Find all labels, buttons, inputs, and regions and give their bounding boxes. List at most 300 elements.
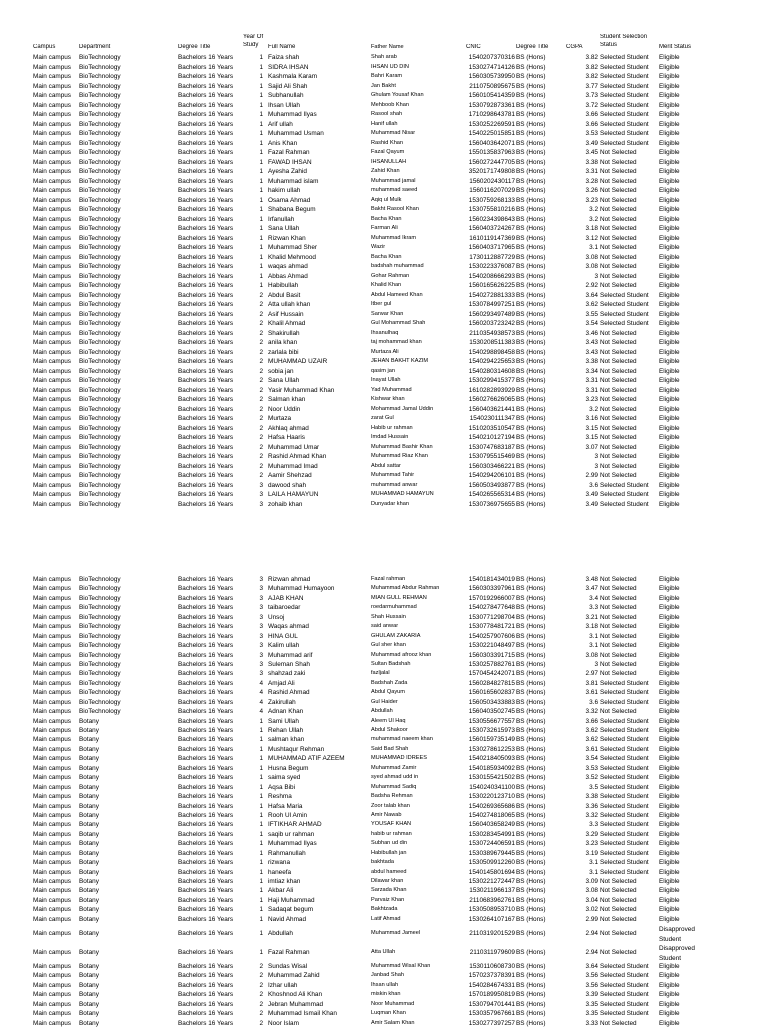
- cnic-cell: 1530264107167: [468, 915, 515, 923]
- campus-cell: Main campus: [33, 320, 72, 327]
- department-cell: Botany: [79, 849, 99, 857]
- full-name-cell: saima syed: [268, 774, 301, 782]
- selection-status-cell: Not Selected: [600, 187, 637, 194]
- table-row: [0, 736, 768, 745]
- full-name-cell: Rahmanullah: [268, 849, 306, 857]
- full-name-cell: Rashid Ahmad: [268, 689, 310, 697]
- degree-cell: BS (Hons): [516, 929, 546, 937]
- campus-cell: Main campus: [33, 576, 72, 583]
- year-of-study-cell: 1: [259, 253, 263, 261]
- cgpa-cell: 3.61: [585, 745, 598, 753]
- campus-cell: Main campus: [33, 481, 72, 489]
- table-row: [0, 111, 768, 121]
- cnic-cell: 1560303397961: [468, 585, 515, 593]
- cnic-cell: 1530208511383: [469, 339, 515, 346]
- header-merit-status: Merit Status: [659, 44, 692, 50]
- degree-cell: BS (Hons): [516, 670, 546, 678]
- degree-title-cell: Bachelors 16 Years: [178, 755, 234, 763]
- table-row: [0, 64, 768, 74]
- year-of-study-cell: 3: [259, 585, 263, 593]
- merit-status-cell: Eligible: [659, 736, 680, 744]
- full-name-cell: Kalim ullah: [268, 642, 300, 650]
- campus-cell: Main campus: [33, 196, 72, 204]
- department-cell: BioTechnology: [79, 396, 121, 403]
- degree-cell: BS (Hons): [516, 234, 546, 242]
- father-name-cell: IHSAN UD DIN: [371, 63, 409, 70]
- cnic-cell: 1540272881333: [468, 291, 515, 299]
- full-name-cell: Jebran Muhammad: [268, 1000, 324, 1008]
- department-cell: BioTechnology: [79, 253, 121, 261]
- cnic-cell: 1570454242071: [468, 670, 515, 678]
- year-of-study-cell: 2: [259, 962, 263, 970]
- year-of-study-cell: 2: [259, 972, 263, 980]
- merit-status-cell: Eligible: [659, 158, 680, 166]
- cnic-cell: 1560403502745: [468, 708, 515, 716]
- merit-status-cell: Eligible: [659, 962, 680, 970]
- cnic-cell: 1530389679445: [468, 849, 515, 857]
- degree-cell: BS (Hons): [516, 310, 546, 318]
- degree-title-cell: Bachelors 16 Years: [178, 462, 234, 470]
- cnic-cell: 1540230111347: [469, 415, 515, 422]
- selection-status-cell: Not Selected: [600, 405, 637, 413]
- degree-title-cell: Bachelors 16 Years: [178, 717, 234, 725]
- father-name-cell: Fazal rahman: [371, 576, 406, 582]
- degree-title-cell: Bachelors 16 Years: [178, 783, 234, 791]
- father-name-cell: YOUSAF KHAN: [371, 821, 412, 828]
- degree-title-cell: Bachelors 16 Years: [178, 651, 234, 659]
- cnic-cell: 1540280314608: [468, 367, 515, 375]
- father-name-cell: Muhammad Tahir: [371, 472, 415, 478]
- full-name-cell: Noor Uddin: [268, 405, 301, 413]
- degree-title-cell: Bachelors 16 Years: [178, 329, 234, 337]
- cgpa-cell: 3.47: [585, 585, 598, 593]
- degree-cell: BS (Hons): [516, 783, 546, 791]
- degree-cell: BS (Hons): [516, 811, 546, 819]
- cgpa-cell: 3.31: [585, 377, 598, 384]
- degree-title-cell: Bachelors 16 Years: [178, 962, 234, 970]
- selection-status-cell: Not Selected: [600, 915, 637, 923]
- selection-status-cell: Not Selected: [600, 948, 637, 956]
- campus-cell: Main campus: [33, 727, 72, 734]
- merit-status-cell: Eligible: [659, 177, 680, 185]
- father-name-cell: Shah arab: [371, 54, 397, 60]
- table-row: [0, 225, 768, 235]
- cnic-cell: 1530252269591: [468, 120, 515, 128]
- year-of-study-cell: 1: [259, 149, 263, 156]
- degree-title-cell: Bachelors 16 Years: [178, 972, 234, 980]
- selection-status-cell: Selected Student: [600, 101, 649, 109]
- selection-status-cell: Not Selected: [600, 434, 637, 441]
- campus-cell: Main campus: [33, 500, 72, 508]
- degree-title-cell: Bachelors 16 Years: [178, 472, 234, 479]
- degree-cell: BS (Hons): [516, 329, 546, 337]
- table-row: [0, 358, 768, 368]
- father-name-cell: MIAN GULL REHMAN: [371, 594, 427, 601]
- degree-title-cell: Bachelors 16 Years: [178, 1019, 234, 1027]
- selection-status-cell: Not Selected: [600, 168, 637, 175]
- table-row: [0, 708, 768, 717]
- cgpa-cell: 3.18: [585, 623, 598, 631]
- degree-title-cell: Bachelors 16 Years: [178, 689, 234, 697]
- year-of-study-cell: 1: [259, 774, 263, 782]
- full-name-cell: Khalid Mehmood: [268, 253, 316, 261]
- campus-cell: Main campus: [33, 272, 72, 280]
- table-row: [0, 925, 768, 944]
- full-name-cell: rizwana: [268, 859, 291, 867]
- full-name-cell: Irfanullah: [268, 215, 295, 223]
- header-father-name: Father Name: [371, 44, 404, 50]
- degree-title-cell: Bachelors 16 Years: [178, 301, 234, 308]
- full-name-cell: Muhammad Ilyas: [268, 840, 317, 848]
- year-of-study-cell: 1: [259, 111, 263, 118]
- full-name-cell: Rashid Ahmad Khan: [268, 453, 327, 460]
- selection-status-cell: Not Selected: [600, 453, 637, 460]
- full-name-cell: Kashmala Karam: [268, 73, 318, 80]
- degree-cell: BS (Hons): [516, 291, 546, 299]
- degree-cell: BS (Hons): [516, 282, 546, 289]
- cnic-cell: 1570189950819: [468, 991, 515, 999]
- degree-cell: BS (Hons): [516, 981, 546, 989]
- table-row: [0, 831, 768, 840]
- year-of-study-cell: 2: [259, 443, 263, 451]
- merit-status-cell: Eligible: [659, 424, 680, 432]
- selection-status-cell: Not Selected: [600, 443, 637, 451]
- campus-cell: Main campus: [33, 859, 72, 867]
- campus-cell: Main campus: [33, 745, 72, 753]
- full-name-cell: Izhar ullah: [268, 981, 298, 989]
- department-cell: Botany: [79, 717, 99, 725]
- table-row: [0, 652, 768, 661]
- table-row: [0, 159, 768, 169]
- degree-cell: BS (Hons): [516, 434, 546, 441]
- full-name-cell: shahzad zaki: [268, 670, 306, 678]
- cgpa-cell: 3.53: [585, 130, 598, 137]
- campus-cell: Main campus: [33, 339, 72, 346]
- degree-title-cell: Bachelors 16 Years: [178, 177, 234, 185]
- cnic-cell: 1530795515469: [468, 453, 515, 460]
- father-name-cell: Farman Ali: [371, 225, 398, 231]
- degree-cell: BS (Hons): [516, 348, 546, 356]
- cgpa-cell: 3.61: [585, 689, 598, 697]
- cgpa-cell: 3.1: [589, 642, 598, 650]
- father-name-cell: Bakht Rasool Khan: [371, 206, 419, 212]
- selection-status-cell: Selected Student: [600, 727, 649, 734]
- father-name-cell: Imdad Hussain: [371, 434, 409, 440]
- table-row: [0, 699, 768, 708]
- campus-cell: Main campus: [33, 73, 72, 80]
- year-of-study-cell: 2: [259, 310, 263, 318]
- selection-status-cell: Selected Student: [600, 63, 649, 71]
- year-of-study-cell: 2: [259, 367, 263, 375]
- degree-cell: BS (Hons): [516, 948, 546, 956]
- year-of-study-cell: 2: [259, 339, 263, 346]
- year-of-study-cell: 1: [259, 802, 263, 810]
- degree-title-cell: Bachelors 16 Years: [178, 481, 234, 489]
- selection-status-cell: Not Selected: [600, 244, 637, 251]
- cnic-cell: 1540284674331: [468, 981, 515, 989]
- selection-status-cell: Selected Student: [600, 1000, 649, 1008]
- year-of-study-cell: 1: [259, 54, 263, 61]
- campus-cell: Main campus: [33, 462, 72, 470]
- full-name-cell: MUHAMMAD ATIF AZEEM: [268, 755, 345, 763]
- father-name-cell: Dilawar khan: [371, 878, 404, 884]
- campus-cell: Main campus: [33, 424, 72, 432]
- campus-cell: Main campus: [33, 811, 72, 819]
- cgpa-cell: 2.99: [585, 472, 598, 479]
- degree-cell: BS (Hons): [516, 745, 546, 753]
- full-name-cell: Sajid Ali Shah: [268, 82, 308, 90]
- selection-status-cell: Selected Student: [600, 689, 649, 697]
- cnic-cell: 1530509912260: [468, 859, 515, 867]
- selection-status-cell: Selected Student: [600, 745, 649, 753]
- campus-cell: Main campus: [33, 168, 72, 175]
- father-name-cell: Badshah Zada: [371, 679, 408, 686]
- full-name-cell: Waqas ahmad: [268, 623, 309, 631]
- table-row: [0, 765, 768, 774]
- table-row: [0, 396, 768, 406]
- selection-status-cell: Not Selected: [600, 329, 637, 337]
- department-cell: BioTechnology: [79, 272, 121, 280]
- degree-title-cell: Bachelors 16 Years: [178, 642, 234, 650]
- campus-cell: Main campus: [33, 679, 72, 687]
- degree-title-cell: Bachelors 16 Years: [178, 101, 234, 109]
- full-name-cell: Fazal Rahman: [268, 948, 310, 956]
- cgpa-cell: 3.32: [585, 708, 598, 716]
- degree-cell: BS (Hons): [516, 830, 546, 838]
- selection-status-cell: Not Selected: [600, 234, 637, 242]
- cnic-cell: 1540278477648: [468, 604, 515, 612]
- department-cell: BioTechnology: [79, 301, 121, 308]
- table-row: [0, 604, 768, 613]
- cnic-cell: 1540218405093: [468, 755, 515, 763]
- table-row: [0, 425, 768, 435]
- column-header: [0, 34, 768, 54]
- degree-title-cell: Bachelors 16 Years: [178, 793, 234, 801]
- campus-cell: Main campus: [33, 632, 72, 640]
- table-row: [0, 453, 768, 463]
- selection-status-cell: Selected Student: [600, 830, 649, 838]
- year-of-study-cell: 1: [259, 783, 263, 791]
- selection-status-cell: Not Selected: [600, 670, 637, 678]
- department-cell: Botany: [79, 764, 99, 772]
- father-name-cell: Muhammad Sadiq: [371, 783, 417, 790]
- cgpa-cell: 3.54: [585, 755, 598, 763]
- table-row: [0, 897, 768, 906]
- table-row: [0, 311, 768, 321]
- campus-cell: Main campus: [33, 585, 72, 593]
- table-row: [0, 54, 768, 64]
- cgpa-cell: 3.08: [585, 887, 598, 895]
- table-row: [0, 92, 768, 102]
- cgpa-cell: 3.64: [585, 962, 598, 970]
- father-name-cell: Parvaiz Khan: [371, 896, 405, 903]
- degree-cell: BS (Hons): [516, 54, 546, 61]
- degree-title-cell: Bachelors 16 Years: [178, 679, 234, 687]
- year-of-study-cell: 1: [259, 906, 263, 914]
- campus-cell: Main campus: [33, 149, 72, 156]
- merit-status-cell: Eligible: [659, 755, 680, 763]
- father-name-cell: Abdul Hameed Khan: [371, 291, 423, 298]
- degree-title-cell: Bachelors 16 Years: [178, 670, 234, 678]
- department-cell: BioTechnology: [79, 234, 121, 242]
- cnic-cell: 1540181434019: [468, 576, 515, 583]
- full-name-cell: Muhammad Usman: [268, 130, 324, 137]
- table-row: [0, 718, 768, 727]
- father-name-cell: Subhan ud din: [371, 840, 408, 847]
- merit-status-cell: Eligible: [659, 878, 680, 885]
- department-cell: BioTechnology: [79, 282, 121, 289]
- cgpa-cell: 3.12: [585, 234, 598, 242]
- cnic-cell: 1530792873361: [468, 101, 515, 109]
- department-cell: BioTechnology: [79, 472, 121, 479]
- degree-title-cell: Bachelors 16 Years: [178, 859, 234, 867]
- merit-status-cell: Eligible: [659, 698, 680, 706]
- father-name-cell: Gul Mohammad Shah: [371, 320, 426, 326]
- cnic-cell: 1530221048497: [468, 642, 515, 650]
- selection-status-cell: Selected Student: [600, 793, 649, 801]
- cnic-cell: 2110354938573: [469, 329, 515, 337]
- selection-status-cell: Not Selected: [600, 272, 637, 280]
- year-of-study-cell: 1: [259, 887, 263, 895]
- merit-status-cell: Eligible: [659, 92, 680, 99]
- department-cell: Botany: [79, 727, 99, 734]
- merit-status-cell: Eligible: [659, 613, 680, 621]
- full-name-cell: Akbar Ali: [268, 887, 294, 895]
- table-row: [0, 633, 768, 642]
- department-cell: BioTechnology: [79, 187, 121, 194]
- degree-title-cell: Bachelors 16 Years: [178, 168, 234, 175]
- year-of-study-cell: 2: [259, 358, 263, 365]
- merit-status-cell: Eligible: [659, 139, 680, 147]
- cnic-cell: 1530508953710: [468, 906, 515, 914]
- year-of-study-cell: 1: [259, 158, 263, 166]
- selection-status-cell: Selected Student: [600, 849, 649, 857]
- degree-cell: BS (Hons): [516, 225, 546, 232]
- year-of-study-cell: 2: [259, 377, 263, 384]
- degree-cell: BS (Hons): [516, 206, 546, 213]
- table-row: [0, 1020, 768, 1029]
- campus-cell: Main campus: [33, 253, 72, 261]
- full-name-cell: Khoshnod Ali Khan: [268, 991, 323, 999]
- selection-status-cell: Not Selected: [600, 196, 637, 204]
- degree-title-cell: Bachelors 16 Years: [178, 82, 234, 90]
- father-name-cell: Ihsan ullah: [371, 981, 399, 988]
- department-cell: Botany: [79, 1019, 99, 1027]
- full-name-cell: Rooh Ul Amin: [268, 811, 308, 819]
- cgpa-cell: 3.5: [589, 783, 598, 791]
- degree-cell: BS (Hons): [516, 906, 546, 914]
- merit-status-cell: Eligible: [659, 764, 680, 772]
- degree-title-cell: Bachelors 16 Years: [178, 377, 234, 384]
- cgpa-cell: 2.99: [585, 915, 598, 923]
- degree-cell: BS (Hons): [516, 727, 546, 734]
- degree-title-cell: Bachelors 16 Years: [178, 339, 234, 346]
- campus-cell: Main campus: [33, 717, 72, 725]
- cnic-cell: 1530223376087: [468, 263, 515, 270]
- table-row: [0, 121, 768, 131]
- department-cell: BioTechnology: [79, 320, 121, 327]
- table-row: [0, 812, 768, 821]
- father-name-cell: Fazal Qayum: [371, 149, 405, 155]
- cnic-cell: 1530771298704: [468, 613, 515, 621]
- selection-status-cell: Selected Student: [600, 962, 649, 970]
- year-of-study-cell: 1: [259, 73, 263, 80]
- campus-cell: Main campus: [33, 92, 72, 99]
- department-cell: BioTechnology: [79, 348, 121, 356]
- department-cell: BioTechnology: [79, 158, 121, 166]
- cnic-cell: 1530784997251: [468, 301, 515, 308]
- department-cell: Botany: [79, 793, 99, 801]
- full-name-cell: Khalil Ahmad: [268, 320, 306, 327]
- selection-status-cell: Not Selected: [600, 358, 637, 365]
- department-cell: BioTechnology: [79, 206, 121, 213]
- merit-status-cell: Eligible: [659, 73, 680, 80]
- cgpa-cell: 3.43: [585, 339, 598, 346]
- header-year-of-top: Year Of: [243, 34, 264, 40]
- father-name-cell: syed ahmad udd in: [371, 774, 419, 781]
- department-cell: Botany: [79, 962, 99, 970]
- selection-status-cell: Selected Student: [600, 774, 649, 782]
- father-name-cell: Muhammad jamal: [371, 177, 416, 184]
- selection-status-cell: Selected Student: [600, 73, 649, 80]
- header-cnic: CNIC: [466, 44, 481, 50]
- merit-status-cell: Eligible: [659, 272, 680, 280]
- selection-status-cell: Selected Student: [600, 859, 649, 867]
- cgpa-cell: 3.49: [585, 500, 598, 508]
- selection-status-cell: Not Selected: [600, 1019, 637, 1027]
- cgpa-cell: 3.38: [585, 358, 598, 365]
- father-name-cell: habib ur rahman: [371, 830, 412, 837]
- father-name-cell: Khalid Khan: [371, 282, 402, 288]
- merit-status-cell: Eligible: [659, 358, 680, 365]
- table-row: [0, 501, 768, 511]
- merit-status-cell: Eligible: [659, 54, 680, 61]
- merit-status-cell: Eligible: [659, 329, 680, 337]
- cnic-cell: 1540257907606: [468, 632, 515, 640]
- full-name-cell: Muhammad Ismail Khan: [268, 1010, 337, 1018]
- department-cell: Botany: [79, 906, 99, 914]
- year-of-study-cell: 1: [259, 215, 263, 223]
- father-name-cell: muhammad saeed: [371, 187, 418, 193]
- cgpa-cell: 3.38: [585, 158, 598, 166]
- year-of-study-cell: 4: [259, 679, 263, 687]
- full-name-cell: Haji Muhammad: [268, 896, 315, 904]
- merit-status-cell: Eligible: [659, 234, 680, 242]
- year-of-study-cell: 2: [259, 301, 263, 308]
- merit-status-cell: Eligible: [659, 196, 680, 204]
- cgpa-cell: 3.43: [585, 348, 598, 356]
- degree-title-cell: Bachelors 16 Years: [178, 272, 234, 280]
- degree-title-cell: Bachelors 16 Years: [178, 896, 234, 904]
- year-of-study-cell: 1: [259, 272, 263, 280]
- table-row: [0, 614, 768, 623]
- cnic-cell: 1530221272447: [468, 878, 515, 885]
- cnic-cell: 1540185934092: [468, 764, 515, 772]
- degree-title-cell: Bachelors 16 Years: [178, 576, 234, 583]
- degree-title-cell: Bachelors 16 Years: [178, 386, 234, 394]
- cnic-cell: 2110311979609: [469, 948, 515, 956]
- cnic-cell: 1530277397257: [468, 1019, 515, 1027]
- department-cell: Botany: [79, 840, 99, 848]
- degree-cell: BS (Hons): [516, 793, 546, 801]
- merit-status-cell: Eligible: [659, 405, 680, 413]
- selection-status-cell: Not Selected: [600, 215, 637, 223]
- department-cell: BioTechnology: [79, 130, 121, 137]
- selection-status-cell: Selected Student: [600, 82, 649, 90]
- merit-status-cell: Eligible: [659, 386, 680, 394]
- department-cell: BioTechnology: [79, 139, 121, 147]
- father-name-cell: Bacha Khan: [371, 215, 402, 222]
